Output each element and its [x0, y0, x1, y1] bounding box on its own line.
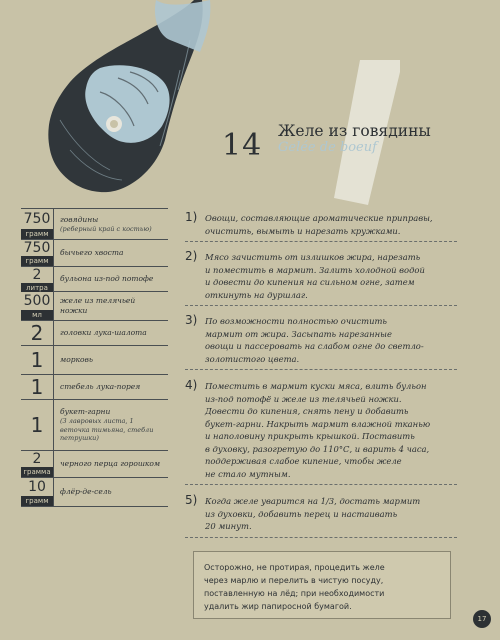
quantity-value: 500	[21, 292, 53, 310]
ingredient-note: (3 лавровых листа, 1 веточка тимьяна, стебли петрушки)	[60, 417, 154, 443]
ingredient-row	[21, 451, 168, 478]
ingredient-quantity	[21, 292, 54, 320]
quantity-unit: грамм	[21, 229, 53, 239]
ingredient-quantity	[21, 478, 54, 506]
quantity-unit: литра	[21, 283, 53, 293]
ingredient-name-cell	[54, 292, 168, 320]
ingredient-name: букет-гарни	[60, 407, 111, 417]
note-box: Осторожно, не протирая, процедить желе через марлю и перелить в чистую посуду, поставленную на лёд; при необходимости удалить жир папиросной бумагой.	[193, 551, 451, 619]
ingredient-note: (реберный край с костью)	[60, 224, 152, 233]
recipe-step	[185, 495, 457, 538]
recipe-step	[185, 251, 457, 306]
ingredient-name: морковь	[60, 355, 93, 364]
ingredient-name: бычьего хвоста	[60, 248, 124, 257]
step-text: Мясо зачистить от излишков жира, нарезать и поместить в мармит. Залить холодной водой и довести до кипения на сильном огне, затем откинуть на дуршлаг.	[205, 252, 425, 300]
recipe-steps	[185, 212, 457, 547]
ingredient-row	[21, 400, 168, 451]
ingredient-name: желе из телячьей ножки	[60, 296, 136, 315]
step-number: 5)	[185, 493, 198, 507]
page-number: 17	[473, 610, 491, 628]
ingredient-quantity	[21, 267, 54, 291]
ingredient-name-cell	[54, 346, 168, 374]
step-number: 3)	[185, 313, 198, 327]
quantity-value: 750	[21, 240, 53, 256]
ingredient-quantity	[21, 451, 54, 477]
ingredient-quantity	[21, 375, 54, 399]
ingredient-name-cell	[54, 400, 168, 450]
recipe-title: Желе из говядины	[278, 122, 431, 140]
step-number: 4)	[185, 378, 198, 392]
ingredient-row	[21, 375, 168, 400]
step-text: Когда желе уварится на 1/3, достать мармит из духовки, добавить перец и настаивать 20 минут.	[205, 496, 421, 531]
ingredient-row	[21, 346, 168, 375]
beef-shank-illustration	[30, 0, 270, 200]
quantity-unit: грамма	[21, 467, 53, 477]
ingredient-quantity	[21, 321, 54, 345]
ingredient-name-cell	[54, 478, 168, 506]
step-text: Поместить в мармит куски мяса, влить бульон из-под потофё и желе из телячьей ножки. Довести до кипения, снять пену и добавить букет-гарни. Накрыть мармит влажной тканью и наполовину прикрыть крышкой. Поставить в духовку, разогретую до 110°С, и варить 4 часа, поддерживая слабое кипение, чтобы желе не стало мутным.	[205, 381, 431, 479]
quantity-unit: мл	[21, 310, 53, 320]
quantity-unit: грамм	[21, 256, 53, 266]
quantity-value: 1	[21, 375, 53, 399]
ingredient-row	[21, 292, 168, 321]
ingredient-name: бульона из-под потофе	[60, 274, 154, 283]
ingredient-row	[21, 478, 168, 507]
quantity-value: 2	[21, 321, 53, 345]
ingredient-name-cell	[54, 209, 168, 239]
ingredient-row	[21, 240, 168, 267]
ingredient-row	[21, 209, 168, 240]
quantity-unit: грамм	[21, 496, 53, 506]
ingredient-name-cell	[54, 321, 168, 345]
ingredient-name: черного перца горошком	[60, 459, 161, 468]
ingredient-name-cell	[54, 375, 168, 399]
ingredient-name-cell	[54, 451, 168, 477]
ingredient-name-cell	[54, 267, 168, 291]
quantity-value: 2	[21, 451, 53, 467]
recipe-step	[185, 315, 457, 370]
ingredient-row	[21, 267, 168, 292]
ingredients-table	[21, 208, 168, 507]
quantity-value: 1	[21, 400, 53, 450]
step-number: 2)	[185, 249, 198, 263]
ingredient-name: говядины	[60, 214, 99, 224]
ingredient-quantity	[21, 346, 54, 374]
recipe-number: 14	[222, 128, 263, 163]
ingredient-quantity	[21, 240, 54, 266]
step-text: Овощи, составляющие ароматические приправы, очистить, вымыть и нарезать кружками.	[205, 213, 433, 236]
step-text: По возможности полностью очистить мармит от жира. Засыпать нарезанные овощи и пассеровать на слабом огне до светло- золотистого цвета.	[205, 316, 424, 364]
quantity-value: 2	[21, 267, 53, 283]
ingredient-name: флёр-де-сель	[60, 487, 112, 496]
ingredient-quantity	[21, 400, 54, 450]
ingredient-row	[21, 321, 168, 346]
recipe-subtitle: Gelée de boeuf	[278, 140, 377, 155]
step-number: 1)	[185, 210, 198, 224]
ingredient-name-cell	[54, 240, 168, 266]
ingredient-quantity	[21, 209, 54, 239]
quantity-value: 1	[21, 346, 53, 374]
ingredient-name: стебель лука-порея	[60, 382, 141, 391]
recipe-step	[185, 212, 457, 242]
quantity-value: 750	[21, 209, 53, 229]
ingredient-name: головки лука-шалота	[60, 328, 147, 337]
recipe-step	[185, 380, 457, 485]
quantity-value: 10	[21, 478, 53, 496]
